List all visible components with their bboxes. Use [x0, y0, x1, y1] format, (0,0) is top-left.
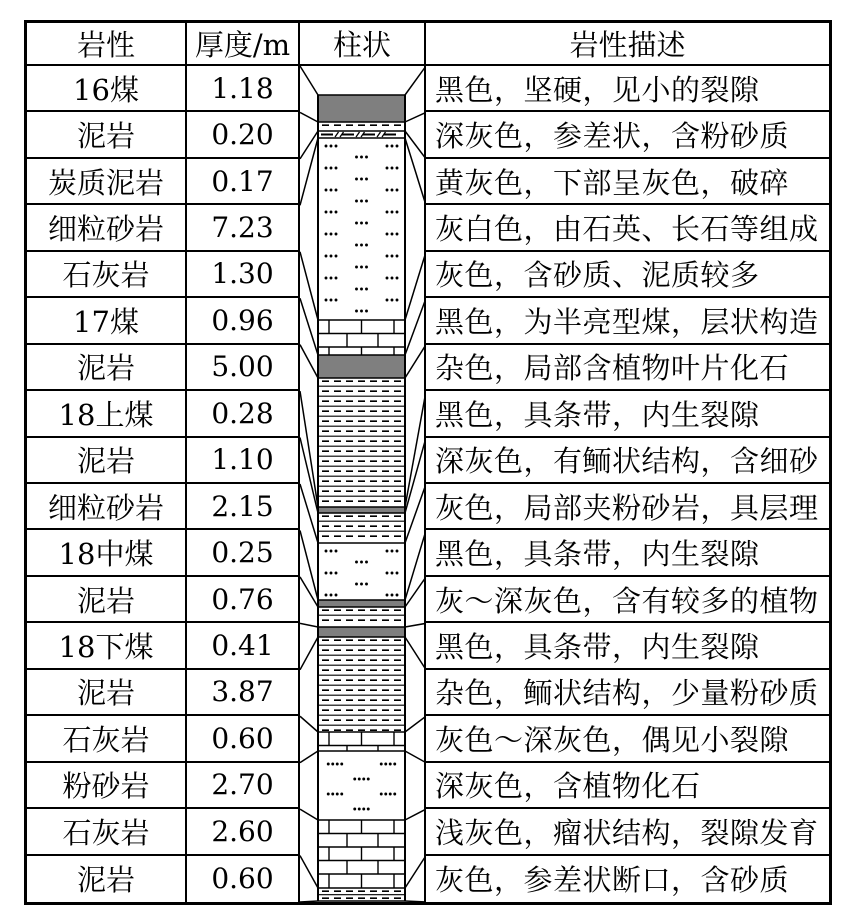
thickness-value-cell: 0.20 [187, 112, 298, 158]
layer-mudstone [318, 610, 405, 620]
thickness-column [187, 66, 300, 902]
table-body [27, 66, 829, 902]
lithology-name-cell: 18中煤 [27, 530, 185, 576]
header-column: 柱状 [300, 23, 426, 64]
lithology-description-cell: 灰白色，由石英、长石等组成 [426, 205, 829, 251]
thickness-value-cell: 5.00 [187, 345, 298, 391]
layer-limestone [318, 320, 405, 355]
layer-mudstone [318, 640, 405, 730]
lithology-name-cell: 泥岩 [27, 670, 185, 716]
thickness-value-cell: 0.25 [187, 530, 298, 576]
columnar-section [300, 66, 426, 902]
thickness-value-cell: 2.70 [187, 763, 298, 809]
thickness-value-cell: 0.76 [187, 577, 298, 623]
lithology-description-cell: 黑色，为半亮型煤，层状构造 [426, 298, 829, 344]
layer-coal [318, 627, 405, 637]
lithology-description-cell: 深灰色，有鲕状结构，含细砂 [426, 438, 829, 484]
lithology-name-cell: 泥岩 [76, 863, 135, 898]
thickness-value-cell: 3.87 [187, 670, 298, 716]
layer-limestone [318, 820, 405, 888]
layer-mudstone [318, 891, 405, 898]
lithology-name-cell: 粉砂岩 [27, 763, 185, 809]
lithology-name-column [27, 66, 187, 902]
lithology-name-cell: 泥岩 [27, 112, 185, 158]
lithology-name-cell: 石灰岩 [27, 716, 185, 762]
lithology-name-cell: 16煤 [27, 66, 185, 112]
lithology-name-cell: 泥岩 [27, 438, 185, 484]
description-column [426, 66, 829, 902]
layer-fine-sandstone [325, 550, 399, 597]
layer-fine-sandstone [325, 145, 399, 313]
header-description: 岩性描述 [569, 28, 686, 62]
lithology-description-cell: 灰色，局部夹粉砂岩，具层理 [426, 484, 829, 530]
lithology-description-cell: 黑色，坚硬，见小的裂隙 [426, 66, 829, 112]
lithology-description-cell: 黄灰色，下部呈灰色，破碎 [426, 159, 829, 205]
lithology-name-cell: 18上煤 [27, 391, 185, 437]
lithology-description-cell: 杂色，鲕状结构，少量粉砂质 [426, 670, 829, 716]
layer-limestone [318, 732, 405, 751]
thickness-value-cell: 0.41 [187, 623, 298, 669]
layer-coal [318, 95, 405, 122]
lithology-description-cell: 黑色，具条带，内生裂隙 [426, 391, 829, 437]
layer-mudstone [318, 516, 405, 536]
thickness-value-cell: 7.23 [187, 205, 298, 251]
thickness-value-cell: 0.96 [187, 298, 298, 344]
lithology-name-cell: 石灰岩 [27, 252, 185, 298]
lithology-description-cell: 黑色，具条带，内生裂隙 [426, 623, 829, 669]
lithology-name-cell: 细粒砂岩 [27, 205, 185, 251]
thickness-value-cell: 0.60 [187, 716, 298, 762]
lithology-description-cell: 浅灰色，瘤状结构，裂隙发育 [426, 809, 829, 855]
header-lithology: 岩性 [27, 23, 187, 64]
lithology-name-cell: 泥岩 [27, 345, 185, 391]
table-header-row [27, 23, 829, 66]
lithology-name-cell: 细粒砂岩 [27, 484, 185, 530]
lithology-description-cell: 灰色～深灰色，偶见小裂隙 [426, 716, 829, 762]
lithology-name-cell: 18下煤 [27, 623, 185, 669]
thickness-value-cell: 0.17 [187, 159, 298, 205]
lithology-name-cell: 炭质泥岩 [27, 159, 185, 205]
layer-coal [318, 600, 405, 607]
lithology-name-cell: 17煤 [27, 298, 185, 344]
lithology-description-cell: 灰～深灰色，含有较多的植物 [426, 577, 829, 623]
lithology-table [24, 20, 832, 905]
thickness-value-cell: 0.60 [211, 862, 274, 896]
lithology-name-cell: 石灰岩 [27, 809, 185, 855]
lithology-description-cell: 黑色，具条带，内生裂隙 [426, 530, 829, 576]
lithology-description-cell: 灰色，含砂质、泥质较多 [426, 252, 829, 298]
thickness-value-cell: 2.15 [187, 484, 298, 530]
layer-siltstone [327, 763, 396, 811]
thickness-value-cell: 1.18 [187, 66, 298, 112]
thickness-value-cell: 0.28 [187, 391, 298, 437]
lithology-description-cell: 深灰色，含植物化石 [426, 763, 829, 809]
lithology-description-cell: 灰色，参差状断口，含砂质 [435, 863, 790, 898]
layer-carbonaceous-mudstone [321, 132, 402, 137]
thickness-value-cell: 1.10 [187, 438, 298, 484]
layer-coal [318, 355, 405, 378]
lithology-description-cell: 深灰色，参差状，含粉砂质 [426, 112, 829, 158]
lithology-name-cell: 泥岩 [27, 577, 185, 623]
thickness-value-cell: 1.30 [187, 252, 298, 298]
layer-mudstone [318, 381, 405, 501]
header-thickness: 厚度/m [187, 23, 300, 64]
columnar-section-graphic [300, 66, 426, 902]
thickness-value-cell: 2.60 [187, 809, 298, 855]
lithology-description-cell: 杂色，局部含植物叶片化石 [426, 345, 829, 391]
layer-coal [318, 507, 405, 513]
